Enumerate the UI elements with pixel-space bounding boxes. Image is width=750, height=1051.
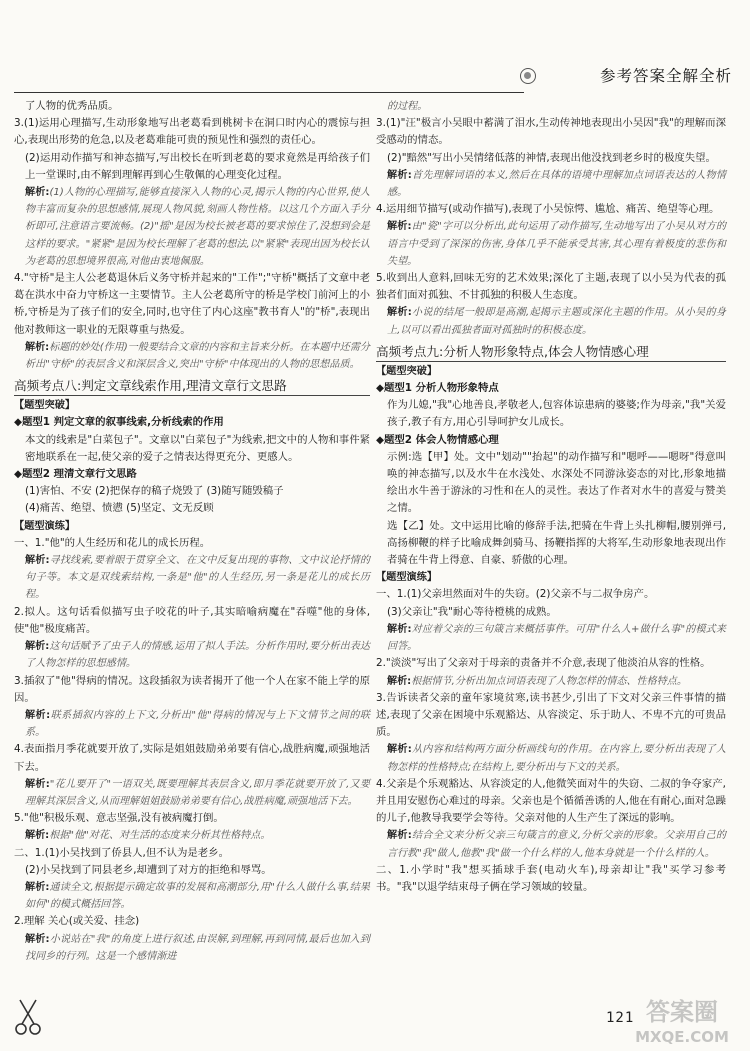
question-type-heading: ◆题型1 分析人物形象特点 bbox=[376, 382, 499, 395]
watermark-text-url: MXQE.COM bbox=[635, 1028, 729, 1046]
answer-paragraph: 3.(1)运用心理描写,生动形象地写出老葛看到桃树卡在洞口时内心的震惊与担心,表现出形势的危急,以及老葛难能可贵的预见性和强烈的责任心。 bbox=[14, 117, 370, 147]
analysis-label: 解析: bbox=[25, 778, 50, 790]
answer-paragraph: (2)"黯然"写出小吴情绪低落的神情,表现出他没找到老乡时的极度失望。 bbox=[387, 151, 716, 164]
analysis-text: 首先理解词语的本义,然后在具体的语境中理解加点词语表达的人物情感。 bbox=[387, 169, 726, 199]
analysis-text: 小说站在"我"的角度上进行叙述,由误解,到理解,再到同情,最后也加入到找同乡的行列。这是一个感情渐进 bbox=[25, 933, 370, 962]
question-type-heading: ◆题型2 理清文章行文思路 bbox=[14, 468, 137, 481]
analysis-text: 小说的结尾一般即是高潮,起揭示主题或深化主题的作用。从小吴的身上,以可以看出孤独者面对孤独时的积极态度。 bbox=[387, 307, 726, 336]
answer-paragraph: 选【乙】处。文中运用比喻的修辞手法,把骑在牛背上头扎柳帽,腰别弹弓,高扬柳鞭的样子比喻成舞剑骑马、扬鞭指挥的大将军,生动形象地表现出作者骑在牛背上得意、自豪、骄傲的心理。 bbox=[387, 519, 726, 567]
answer-paragraph: 5.收到出人意料,回味无穷的艺术效果;深化了主题,表现了以小吴为代表的孤独者们面对孤独、不甘孤独的积极人生态度。 bbox=[376, 272, 726, 302]
answer-paragraph: 二、1.(1)小吴找到了侨县人,但不认为是老乡。 bbox=[14, 846, 229, 859]
answer-paragraph: 本文的线索是"白菜包子"。文章以"白菜包子"为线索,把文中的人物和事件紧密地联系在一起,使父亲的爱子之情表达得更充分、更感人。 bbox=[25, 433, 370, 463]
analysis-note bbox=[14, 707, 370, 741]
section-tag: 【题型突破】 bbox=[376, 365, 438, 377]
analysis-note bbox=[376, 621, 726, 655]
section-tag: 【题型演练】 bbox=[376, 572, 438, 584]
answer-paragraph: (1)害怕、不安 (2)把保存的稿子烧毁了 (3)随写随毁稿子 bbox=[25, 485, 284, 498]
analysis-label: 解析: bbox=[25, 555, 50, 567]
analysis-note bbox=[376, 741, 726, 775]
answer-paragraph: 4.父亲是个乐观豁达、从容淡定的人,他微笑面对牛的失窃、二叔的争夺家产,并且用安慰伤心难过的母亲。父亲也是个循循善诱的人,他在有耐心,面对急躁的儿子,他教导我要学会等待。父亲对他的人生产生了深远的影响。 bbox=[376, 777, 726, 825]
analysis-label: 解析: bbox=[387, 830, 412, 842]
answer-paragraph: 4.表面指月季花就要开放了,实际是姐姐鼓励弟弟要有信心,战胜病魔,顽强地活下去。 bbox=[14, 743, 370, 773]
analysis-label: 解析: bbox=[25, 641, 50, 653]
section-heading: 高频考点八:判定文章线索作用,理清文章行文思路 bbox=[14, 376, 370, 396]
answer-paragraph: 2."淡淡"写出了父亲对于母亲的责备并不介意,表现了他淡泊从容的性格。 bbox=[376, 657, 711, 670]
analysis-note bbox=[376, 218, 726, 270]
answer-paragraph: (4)痛苦、绝望、愤懑 (5)坚定、文无反顾 bbox=[25, 502, 214, 515]
analysis-note bbox=[14, 184, 370, 270]
watermark-text-cn: 答案圈 bbox=[646, 998, 718, 1026]
answer-paragraph: 3.插叙了"他"得病的情况。这段插叙为读者揭开了他一个人在家不能上学的原因。 bbox=[14, 674, 370, 704]
answer-paragraph: 一、1."他"的人生经历和花儿的成长历程。 bbox=[14, 536, 211, 549]
analysis-label: 解析: bbox=[387, 221, 412, 233]
analysis-note bbox=[14, 931, 370, 965]
question-type-heading: ◆题型1 判定文章的叙事线索,分析线索的作用 bbox=[14, 416, 224, 429]
analysis-label: 解析: bbox=[25, 187, 50, 199]
answer-paragraph: 4.运用细节描写(或动作描写),表现了小吴惊愕、尴尬、痛苦、绝望等心理。 bbox=[376, 203, 720, 216]
answer-paragraph: 一、1.(1)父亲坦然面对牛的失窃。(2)父亲不与二叔争房产。 bbox=[376, 588, 655, 601]
analysis-note bbox=[14, 879, 370, 913]
section-heading: 高频考点九:分析人物形象特点,体会人物情感心理 bbox=[376, 342, 726, 362]
answer-paragraph: 4."守桥"是主人公老葛退休后义务守桥并起来的"工作";"守桥"概括了文章中老葛在洪水中奋力守桥这一主要情节。主人公老葛所守的桥是学校门前河上的小桥,守桥是为了孩子们的安全,同时,也守住了内心这座"教书育人"的"桥",表现出他对教师这一职业的无限尊重与热爱。 bbox=[14, 272, 370, 336]
watermark-logo bbox=[618, 992, 746, 1048]
answer-paragraph: 二、1.小学时"我"想买插球手套(电动火车),母亲却让"我"买学习参考书。"我"以退学结束母子俩在学习领域的较量。 bbox=[376, 863, 726, 893]
answer-paragraph: (2)运用动作描写和神态描写,写出校长在听到老葛的要求竟然是再给孩子们上一堂课时,由不解到理解再到心生敬佩的心理变化过程。 bbox=[25, 151, 370, 181]
analysis-note bbox=[14, 638, 370, 672]
analysis-label: 解析: bbox=[387, 744, 412, 756]
analysis-text: 寻找线索,要着眼于贯穿全文、在文中反复出现的事物、文中议论抒情的句子等。本文是双线索结构,一条是"他"的人生经历,另一条是花儿的成长历程。 bbox=[25, 555, 370, 601]
analysis-note bbox=[14, 339, 370, 373]
analysis-text: 从内容和结构两方面分析画线句的作用。在内容上,要分析出表现了人物怎样的性格特点;在结构上,要分析出与下文的关系。 bbox=[387, 744, 726, 773]
section-tag: 【题型突破】 bbox=[14, 400, 76, 412]
analysis-note bbox=[376, 827, 726, 861]
question-type-heading: ◆题型2 体会人物情感心理 bbox=[376, 433, 499, 446]
analysis-text: "花儿要开了"一语双关,既要理解其表层含义,即月季花就要开放了,又要理解其深层含义,从而理解姐姐鼓励弟弟要有信心,战胜病魔,顽强地活下去。 bbox=[25, 778, 370, 807]
analysis-text: 根据"他"对花、对生活的态度来分析其性格特点。 bbox=[49, 830, 271, 842]
header-divider bbox=[14, 92, 524, 93]
section-tag: 【题型演练】 bbox=[14, 520, 76, 532]
page-header-title: 参考答案全解全析 bbox=[599, 67, 732, 85]
analysis-note bbox=[14, 776, 370, 810]
analysis-label: 解析: bbox=[387, 307, 412, 319]
analysis-label: 解析: bbox=[387, 169, 412, 181]
answer-paragraph: 了人物的优秀品质。 bbox=[25, 100, 119, 112]
answer-paragraph: (3)父亲让"我"耐心等待橙桃的成熟。 bbox=[387, 605, 557, 618]
analysis-text: 这句话赋予了虫子人的情感,运用了拟人手法。分析作用时,要分析出表达了人物怎样的思想感情。 bbox=[25, 641, 370, 670]
analysis-label: 解析: bbox=[25, 881, 50, 893]
right-column bbox=[376, 98, 726, 896]
answer-paragraph: 示例:选【甲】处。文中"划动""抬起"的动作描写和"嗯呼——嗯呀"得意叫唤的神态描写,以及水牛在水浅处、水深处不同游泳姿态的对比,形象地描绘出水牛善于游泳的习性和在人的灵性。表达了作者对水牛的喜爱与赞美之情。 bbox=[387, 450, 726, 515]
analysis-text: 由"瓷"字可以分析出,此句运用了动作描写,生动地写出了小吴从对方的语言中受到了深深的伤害,身体几乎不能承受其害,其心理有着极度的悲伤和失望。 bbox=[387, 221, 726, 267]
analysis-label: 解析: bbox=[25, 830, 50, 842]
analysis-note bbox=[376, 167, 726, 201]
analysis-note bbox=[376, 98, 726, 115]
analysis-note bbox=[376, 673, 726, 690]
answer-paragraph: 3.(1)"汪"极言小吴眼中蓄满了泪水,生动传神地表现出小吴因"我"的理解而深受感动的情态。 bbox=[376, 117, 726, 147]
analysis-label: 解析: bbox=[25, 933, 50, 945]
analysis-note bbox=[14, 552, 370, 604]
analysis-label: 解析: bbox=[25, 341, 50, 353]
analysis-text: (1)人物的心理描写,能够直接深入人物的心灵,揭示人物的内心世界,使人物丰富而复杂的思想感情,展现人物风貌,刻画人物性格。以这几个方面入手分析即可,注意语言要流畅。(2)"摇"是因为校长被老葛的要求惊住了,没想到会是这样的要求。"紧紧"是因为校长理解了老葛的想法,以"紧紧"表现出因为校长认为老葛的思想境界很高,对他由衷地佩服。 bbox=[25, 187, 370, 267]
analysis-label: 解析: bbox=[25, 709, 51, 721]
answer-paragraph: 2.理解 关心(或关爱、挂念) bbox=[14, 915, 140, 928]
answer-paragraph: (2)小吴找到了同县老乡,却遭到了对方的拒绝和辱骂。 bbox=[25, 863, 272, 876]
analysis-label: 解析: bbox=[387, 623, 412, 635]
answer-paragraph: 3.告诉读者父亲的童年家境贫寒,读书甚少,引出了下文对父亲三件事情的描述,表现了父亲在困境中乐观豁达、从容淡定、乐于助人、不卑不亢的可贵品质。 bbox=[376, 691, 726, 739]
page-number: 121 bbox=[606, 1010, 635, 1026]
analysis-text: 结合全文来分析父亲三句箴言的意义,分析父亲的形象。父亲用自己的言行教"我"做人,他教"我"做一个什么样的人,他本身就是一个什么样的人。 bbox=[387, 830, 726, 859]
header-logo-icon bbox=[520, 68, 536, 84]
scissors-icon bbox=[14, 998, 42, 1038]
left-column bbox=[14, 98, 370, 965]
answer-paragraph: 5."他"积极乐观、意志坚强,没有被病魔打倒。 bbox=[14, 812, 224, 825]
analysis-text: 标题的妙处(作用)一般要结合文章的内容和主旨来分析。在本题中还需分析出"守桥"的表层含义和深层含义,突出"守桥"中体现出的人物的思想品质。 bbox=[25, 341, 371, 371]
analysis-note bbox=[14, 827, 370, 844]
analysis-note bbox=[376, 304, 726, 338]
answer-paragraph: 2.拟人。这句话看似描写虫子咬花的叶子,其实暗喻病魔在"吞噬"他的身体,使"他"极度痛苦。 bbox=[14, 605, 370, 635]
analysis-text: 对应着父亲的三句箴言来概括事件。可用"什么人+做什么事"的模式来回答。 bbox=[387, 623, 726, 653]
analysis-text: 通读全文,根据提示确定故事的发展和高潮部分,用"什么人做什么事,结果如何"的模式概括回答。 bbox=[25, 881, 370, 911]
analysis-text: 根据情节,分析出加点词语表现了人物怎样的情态、性格特点。 bbox=[411, 675, 687, 687]
analysis-text: 联系插叙内容的上下文,分析出"他"得病的情况与上下文情节之间的联系。 bbox=[25, 709, 370, 739]
answer-paragraph: 作为儿媳,"我"心地善良,孝敬老人,包容体谅患病的婆婆;作为母亲,"我"关爱孩子,教子有方,用心引导呵护女儿成长。 bbox=[387, 399, 726, 429]
analysis-text: 的过程。 bbox=[387, 101, 428, 112]
analysis-label: 解析: bbox=[387, 675, 412, 687]
